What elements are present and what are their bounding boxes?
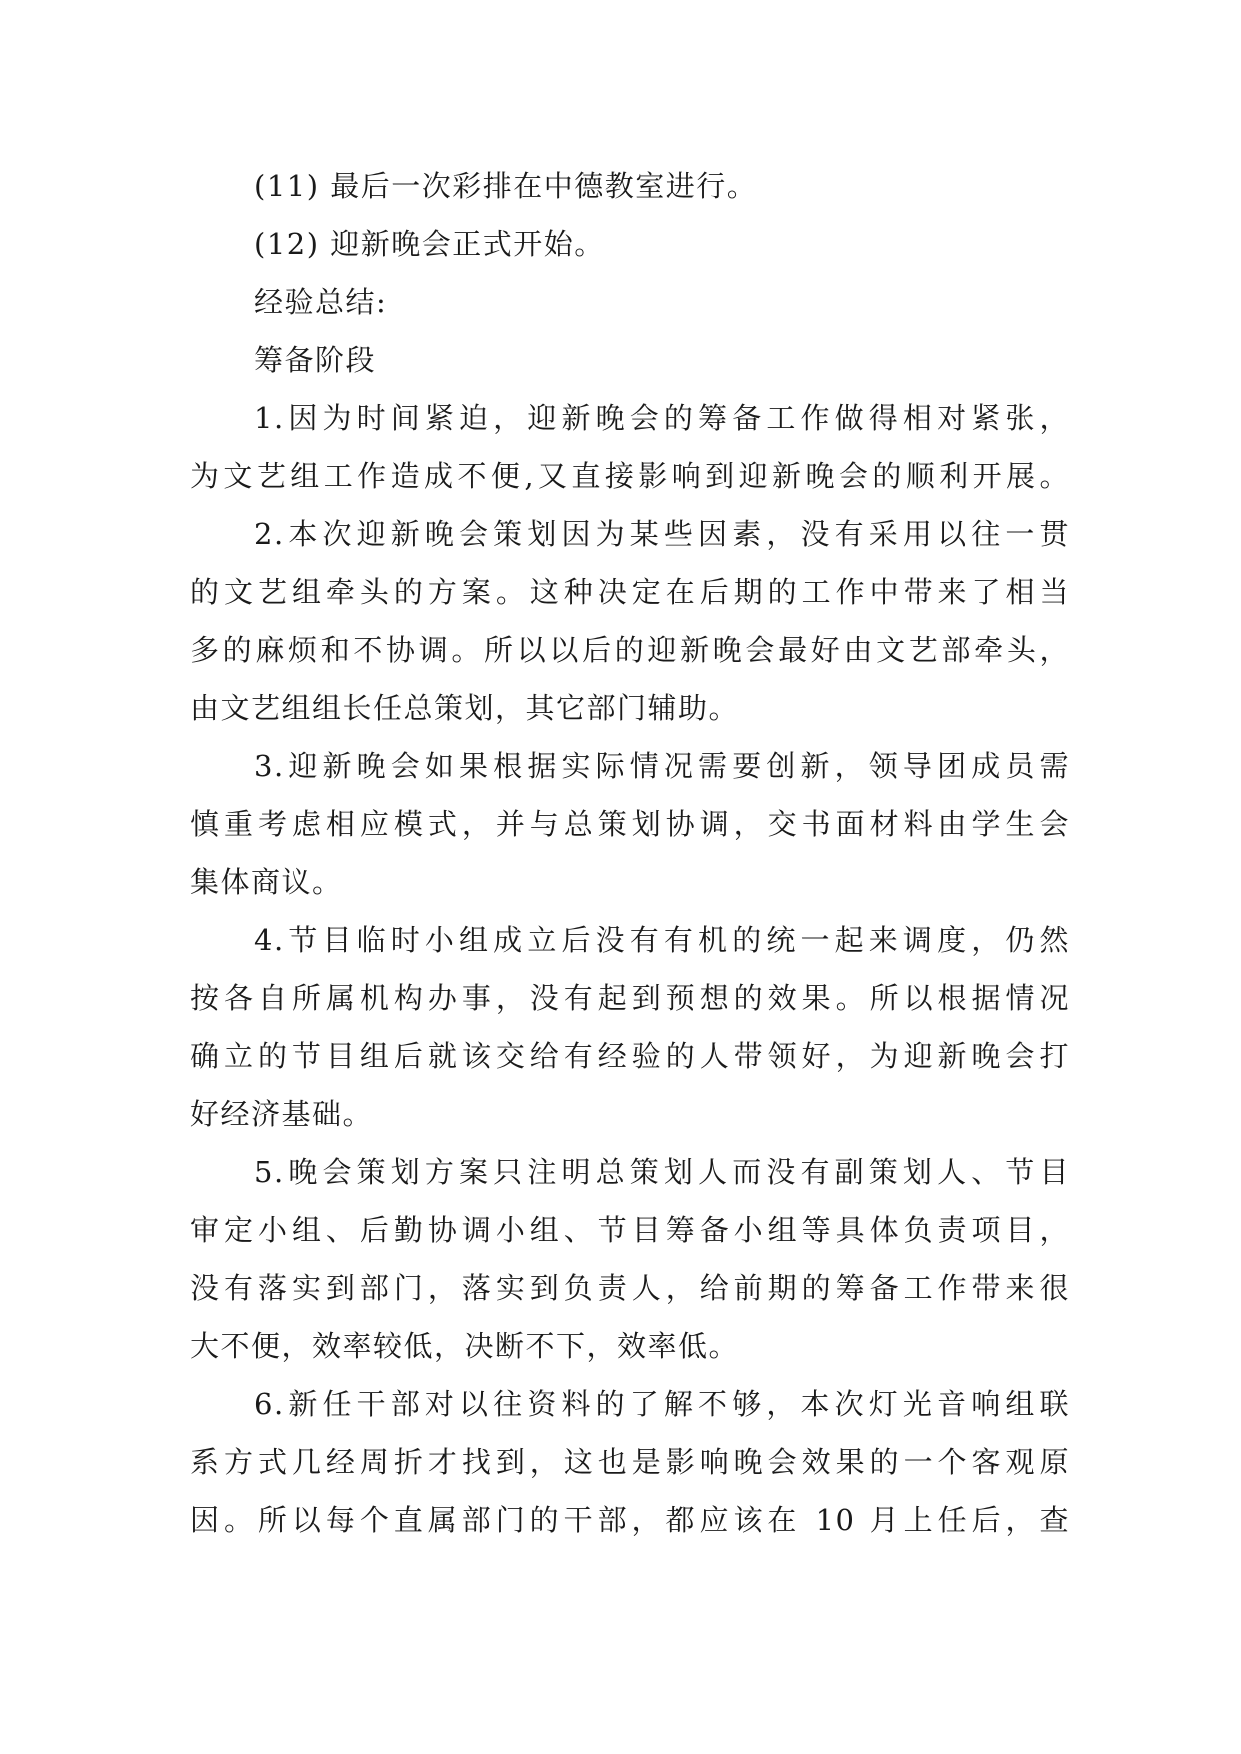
text-line: 没有落实到部门，落实到负责人，给前期的筹备工作带来很 xyxy=(190,1271,1070,1305)
text-line: 好经济基础。 xyxy=(190,1097,374,1131)
text-line: 按各自所属机构办事，没有起到预想的效果。所以根据情况 xyxy=(190,981,1070,1015)
text-line: (11) 最后一次彩排在中德教室进行。 xyxy=(254,169,758,203)
text-line: 1.因为时间紧迫，迎新晚会的筹备工作做得相对紧张， xyxy=(254,401,1070,435)
text-line: 多的麻烦和不协调。所以以后的迎新晚会最好由文艺部牵头， xyxy=(190,633,1070,667)
text-line: 5.晚会策划方案只注明总策划人而没有副策划人、节目 xyxy=(254,1155,1070,1189)
text-line: 4.节目临时小组成立后没有有机的统一起来调度，仍然 xyxy=(254,923,1070,957)
text-line: 由文艺组组长任总策划，其它部门辅助。 xyxy=(190,691,740,725)
text-line: 的文艺组牵头的方案。这种决定在后期的工作中带来了相当 xyxy=(190,575,1070,609)
text-line: 集体商议。 xyxy=(190,865,343,899)
section-heading: 经验总结: xyxy=(254,285,388,319)
text-line: 慎重考虑相应模式，并与总策划协调，交书面材料由学生会 xyxy=(190,807,1070,841)
text-line: 确立的节目组后就该交给有经验的人带领好，为迎新晚会打 xyxy=(190,1039,1070,1073)
text-line: 为文艺组工作造成不便,又直接影响到迎新晚会的顺利开展。 xyxy=(190,459,1070,493)
text-line: 3.迎新晚会如果根据实际情况需要创新，领导团成员需 xyxy=(254,749,1070,783)
subsection-heading: 筹备阶段 xyxy=(254,343,377,377)
text-line: 大不便，效率较低，决断不下，效率低。 xyxy=(190,1329,740,1363)
text-line: 因。所以每个直属部门的干部，都应该在 10 月上任后，查 xyxy=(190,1503,1070,1537)
text-line: 审定小组、后勤协调小组、节目筹备小组等具体负责项目， xyxy=(190,1213,1070,1247)
text-line: 系方式几经周折才找到，这也是影响晚会效果的一个客观原 xyxy=(190,1445,1070,1479)
text-line: 6.新任干部对以往资料的了解不够，本次灯光音响组联 xyxy=(254,1387,1070,1421)
text-line: (12) 迎新晚会正式开始。 xyxy=(254,227,605,261)
text-line: 2.本次迎新晚会策划因为某些因素，没有采用以往一贯 xyxy=(254,517,1070,551)
